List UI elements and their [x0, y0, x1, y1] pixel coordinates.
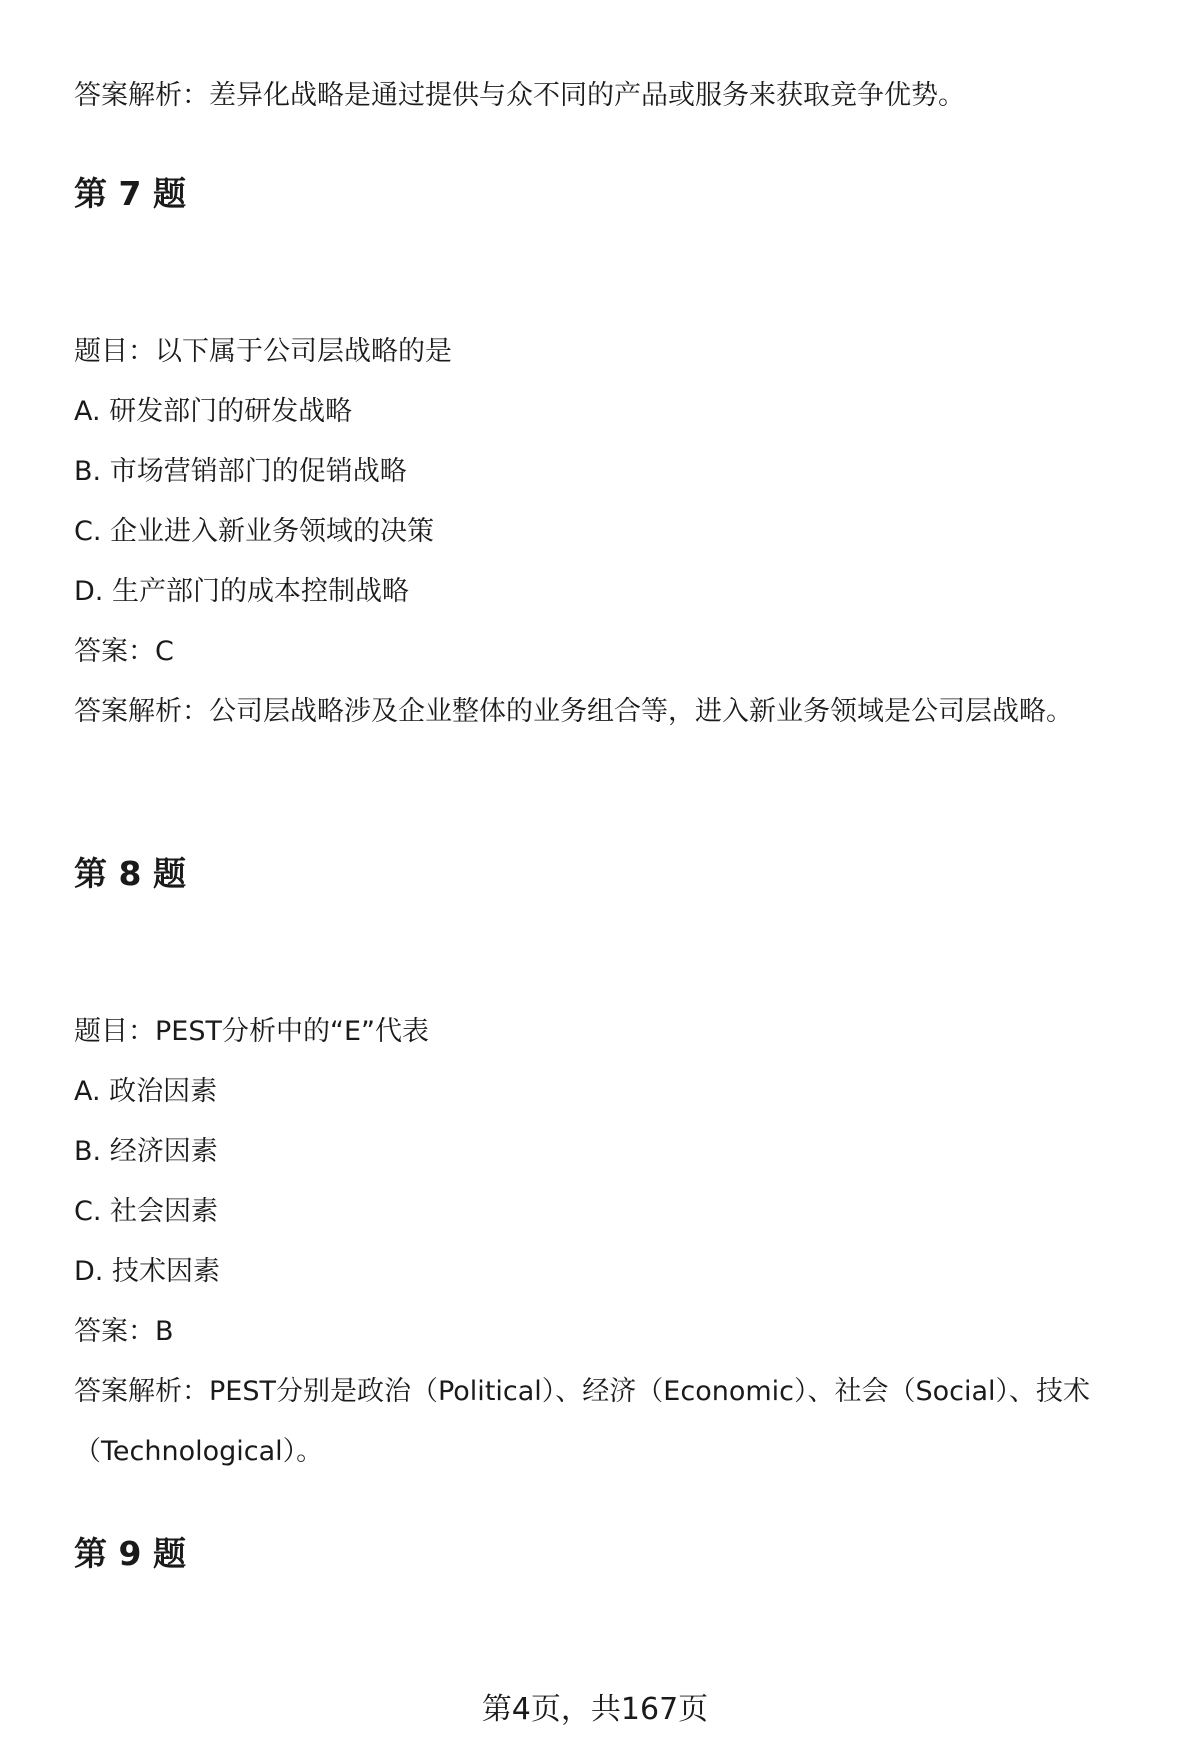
q8-option-d: D. 技术因素 — [74, 1256, 220, 1287]
q8-question: 题目：PEST分析中的“E”代表 — [74, 1016, 430, 1047]
q8-answer: 答案：B — [74, 1316, 174, 1347]
q8-option-c: C. 社会因素 — [74, 1196, 219, 1227]
q7-option-b: B. 市场营销部门的促销战略 — [74, 456, 407, 487]
q8-option-b: B. 经济因素 — [74, 1136, 218, 1167]
page-number: 第4页，共167页 — [481, 1692, 709, 1727]
q7-option-d: D. 生产部门的成本控制战略 — [74, 576, 409, 607]
q8-option-a: A. 政治因素 — [74, 1076, 218, 1107]
q9-heading: 第 9 题 — [74, 1534, 186, 1573]
q6-analysis: 答案解析：差异化战略是通过提供与众不同的产品或服务来获取竞争优势。 — [74, 80, 965, 111]
q7-question: 题目：以下属于公司层战略的是 — [74, 336, 452, 367]
q7-answer: 答案：C — [74, 636, 174, 667]
q7-option-a: A. 研发部门的研发战略 — [74, 396, 353, 427]
q8-heading: 第 8 题 — [74, 854, 186, 893]
q7-heading: 第 7 题 — [74, 174, 186, 213]
q8-analysis: 答案解析：PEST分别是政治（Political）、经济（Economic）、社会（Social）、技术（Technological）。 — [74, 1376, 1091, 1467]
q7-option-c: C. 企业进入新业务领域的决策 — [74, 516, 435, 547]
q7-analysis: 答案解析：公司层战略涉及企业整体的业务组合等，进入新业务领域是公司层战略。 — [74, 696, 1073, 727]
